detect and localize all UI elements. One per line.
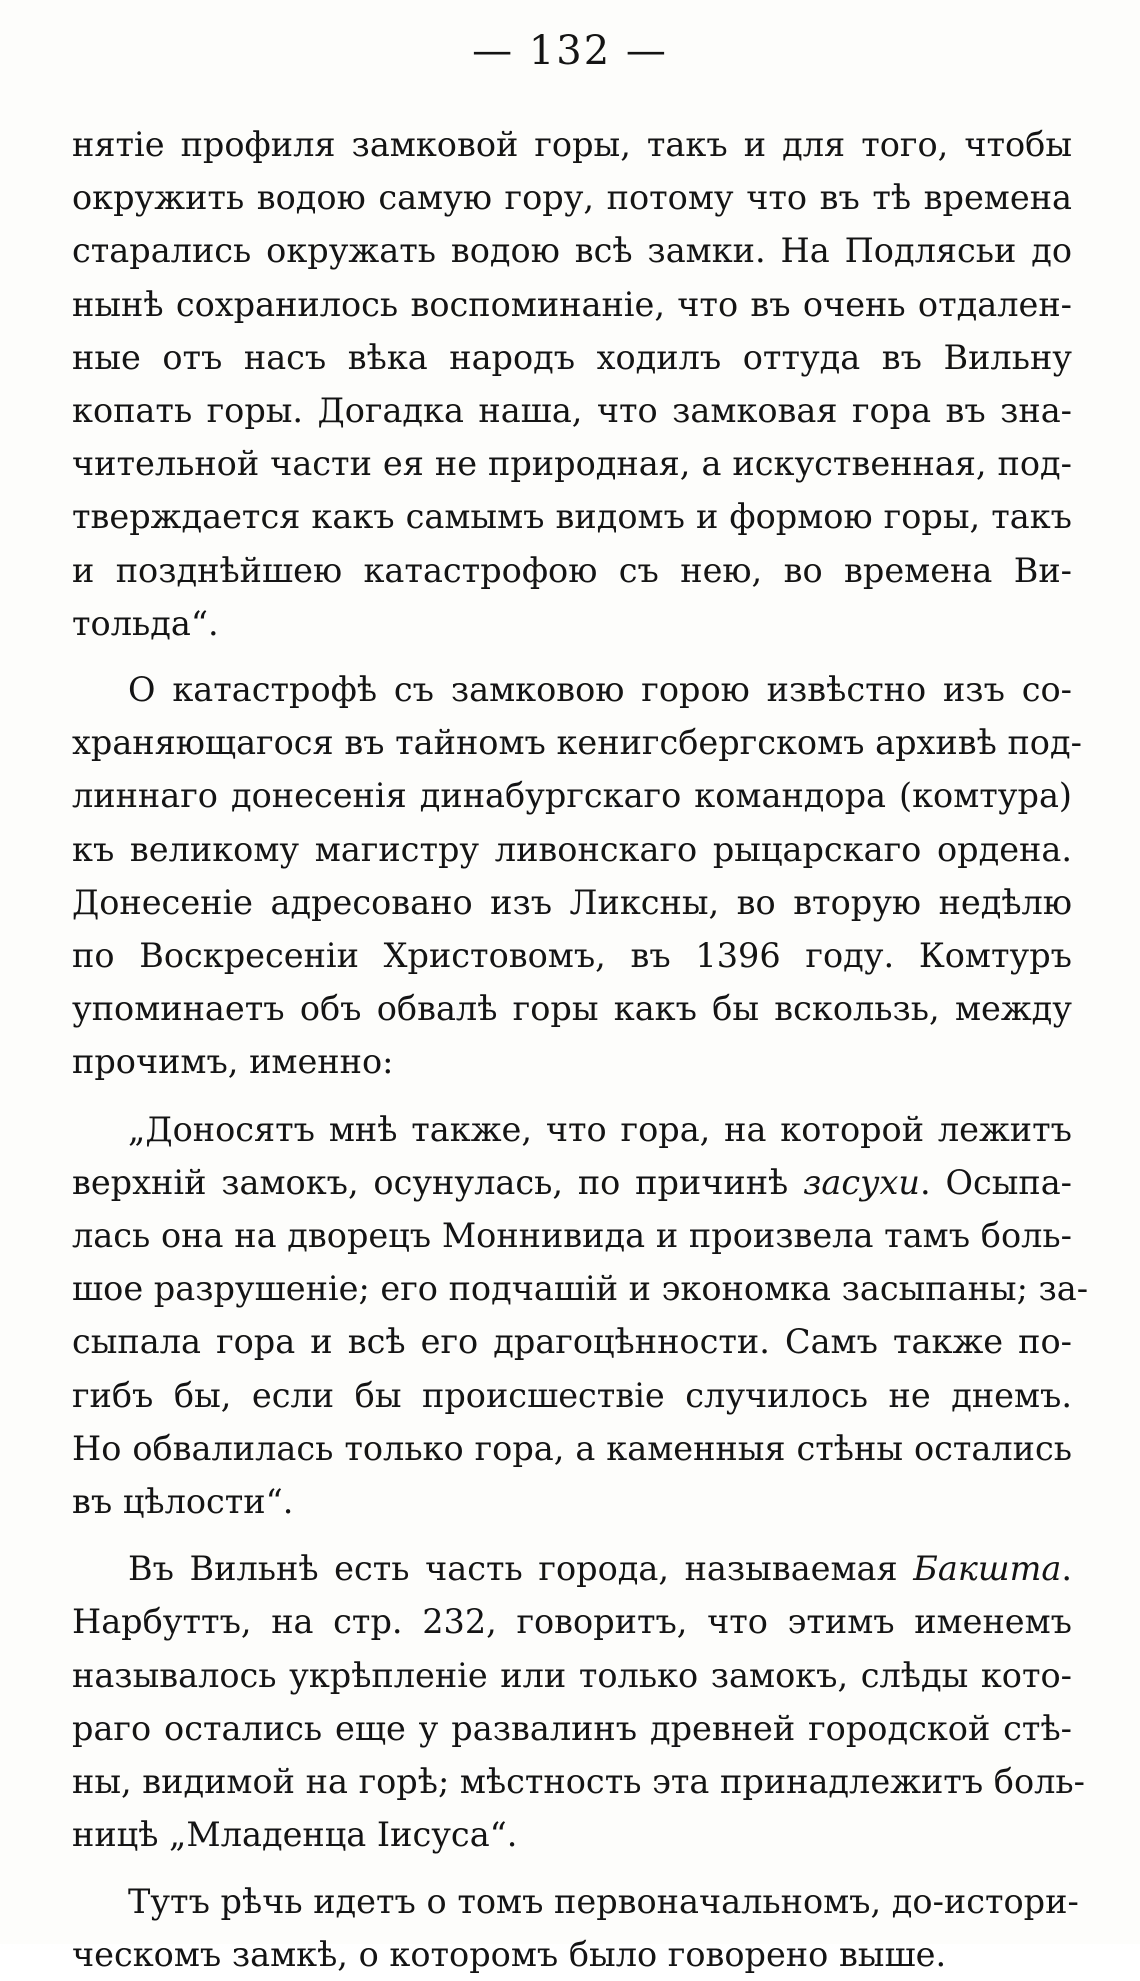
text-line: верхній замокъ, осунулась, по причинѣ засухи. Осыпа- <box>72 1162 1072 1202</box>
text-line: Нарбуттъ, на стр. 232, говоритъ, что этимъ именемъ <box>72 1602 1072 1642</box>
text-line: копать горы. Догадка наша, что замковая гора въ зна- <box>72 391 1072 431</box>
text-line: къ великому магистру ливонскаго рыцарскаго ордена. <box>72 829 1072 869</box>
text-line: храняющагося въ тайномъ кенигсбергскомъ архивѣ под- <box>72 723 1082 763</box>
text-line: „Доносятъ мнѣ также, что гора, на которой лежитъ <box>128 1109 1072 1149</box>
text-line: окружить водою самую гору, потому что въ тѣ времена <box>72 178 1072 218</box>
italic-word: Бакшта <box>913 1549 1062 1589</box>
paragraph-3-quotation <box>72 1103 1089 1529</box>
italic-word: засухи <box>803 1162 920 1202</box>
text-line: въ цѣлости“. <box>72 1482 294 1522</box>
paragraph-1 <box>72 118 1072 650</box>
text-line: Но обвалилась только гора, а каменныя стѣны остались <box>72 1428 1072 1468</box>
text-line: нятіе профиля замковой горы, такъ и для того, чтобы <box>72 125 1072 164</box>
text-line: ны, видимой на горѣ; мѣстность эта принадлежитъ боль- <box>72 1762 1085 1802</box>
text-line: гибъ бы, если бы происшествіе случилось не днемъ. <box>72 1375 1072 1415</box>
text-line: линнаго донесенія динабургскаго командора (комтура) <box>72 776 1072 816</box>
text-line: ческомъ замкѣ, о которомъ было говорено выше. <box>72 1934 947 1974</box>
text-line: ницѣ „Младенца Іисуса“. <box>72 1815 518 1855</box>
page-number: — 132 — <box>472 28 668 74</box>
text-line: О катастрофѣ съ замковою горою извѣстно изъ со- <box>128 670 1072 710</box>
text-line: шое разрушеніе; его подчашій и экономка засыпаны; за- <box>72 1269 1089 1309</box>
text-line: называлось укрѣпленіе или только замокъ, слѣды кото- <box>72 1655 1072 1695</box>
text-line: упоминаетъ объ обвалѣ горы какъ бы вскользь, между <box>72 989 1072 1029</box>
text-line: сыпала гора и всѣ его драгоцѣнности. Самъ также по- <box>72 1322 1072 1362</box>
text-line: Донесеніе адресовано изъ Ликсны, во вторую недѣлю <box>72 882 1072 922</box>
text-line: Въ Вильнѣ есть часть города, называемая Бакшта. <box>128 1549 1072 1589</box>
text-line: по Воскресеніи Христовомъ, въ 1396 году. Комтуръ <box>72 936 1072 976</box>
text-line: нынѣ сохранилось воспоминаніе, что въ очень отдален- <box>72 284 1072 324</box>
text-line: раго остались еще у развалинъ древней городской стѣ- <box>72 1708 1072 1748</box>
text-line: тольда“. <box>72 603 219 643</box>
text-line: прочимъ, именно: <box>72 1042 394 1082</box>
paragraph-4 <box>72 1542 1085 1861</box>
text-line: тверждается какъ самымъ видомъ и формою горы, такъ <box>72 497 1072 537</box>
text-line: ные отъ насъ вѣка народъ ходилъ оттуда въ Вильну <box>72 337 1072 377</box>
paragraph-5 <box>72 1875 1079 1981</box>
text-line: и позднѣйшею катастрофою съ нею, во времена Ви- <box>72 550 1072 590</box>
text-line: Тутъ рѣчь идетъ о томъ первоначальномъ, до-истори- <box>128 1881 1079 1921</box>
page-body <box>72 118 1089 1981</box>
text-line: чительной части ея не природная, а искуственная, под- <box>72 444 1072 484</box>
text-line: старались окружать водою всѣ замки. На Подлясьи до <box>72 231 1072 271</box>
paragraph-2 <box>72 663 1082 1089</box>
text-line: лась она на дворецъ Моннивида и произвела тамъ боль- <box>72 1216 1072 1256</box>
